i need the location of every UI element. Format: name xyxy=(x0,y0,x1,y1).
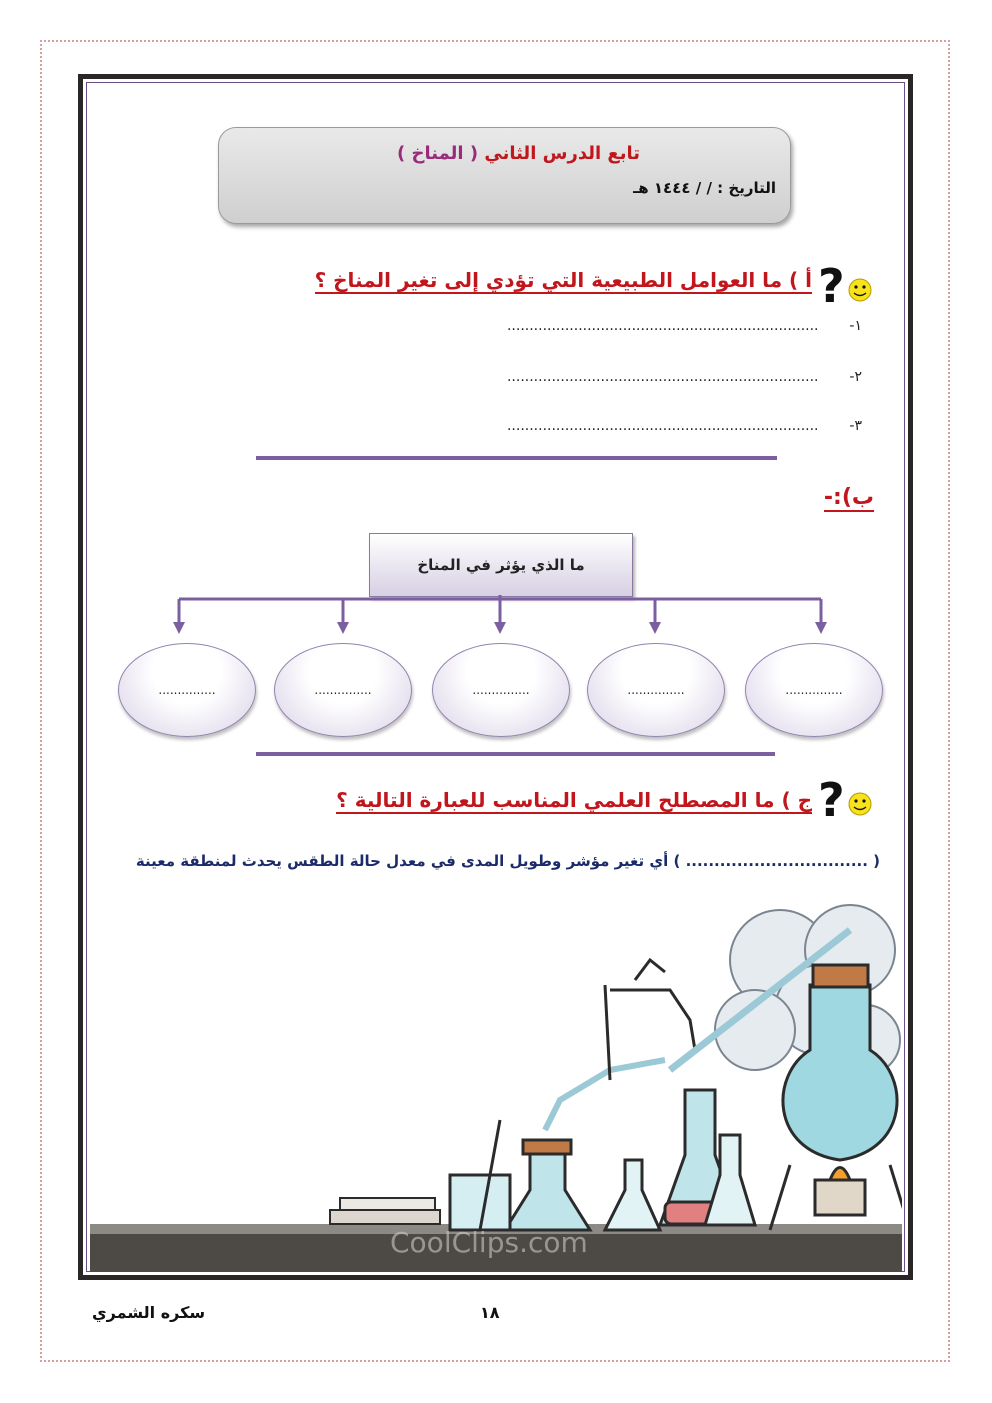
answer-num-2: ٢- xyxy=(849,369,862,385)
lab-illustration xyxy=(90,890,902,1272)
answer-num-1: ١- xyxy=(849,318,862,334)
section-b-label: ب):- xyxy=(823,485,874,510)
answer-blank-1: ...................................................................... xyxy=(506,318,819,334)
answer-num-3: ٣- xyxy=(849,418,862,434)
question-smiley-icon xyxy=(816,776,876,826)
answer-blank-2: ...................................................................... xyxy=(506,369,819,385)
date-label: التاريخ : xyxy=(717,179,776,197)
title-prefix: تابع الدرس الثاني xyxy=(484,143,640,164)
svg-text:?: ? xyxy=(818,262,845,312)
title-topic: ( المناخ ) xyxy=(397,143,479,164)
concept-oval-4[interactable]: ............... xyxy=(274,643,412,737)
question-a: أ ) ما العوامل الطبيعية التي تؤدي إلى تغير المناخ ؟ xyxy=(314,268,812,292)
footer-author: سكره الشمري xyxy=(92,1303,206,1322)
date-value: / / ١٤٤٤ هـ xyxy=(633,179,712,197)
term-statement[interactable]: ( ................................ ) أي تغير مؤشر وطويل المدى في معدل حالة الطقس يحدث لمنطقة معينة xyxy=(135,852,880,870)
answer-blank-3: ...................................................................... xyxy=(506,418,819,434)
concept-oval-5[interactable]: ............... xyxy=(118,643,256,737)
question-c: ج ) ما المصطلح العلمي المناسب للعبارة التالية ؟ xyxy=(336,788,812,812)
watermark-text: CoolClips.com xyxy=(390,1226,588,1259)
concept-oval-1[interactable]: ............... xyxy=(745,643,883,737)
concept-center-box: ما الذي يؤثر في المناخ xyxy=(369,533,633,597)
svg-text:?: ? xyxy=(818,776,845,826)
concept-oval-3[interactable]: ............... xyxy=(432,643,570,737)
concept-oval-2[interactable]: ............... xyxy=(587,643,725,737)
page-number: ١٨ xyxy=(480,1303,500,1322)
concept-connectors xyxy=(0,0,992,660)
divider-2 xyxy=(256,752,775,756)
